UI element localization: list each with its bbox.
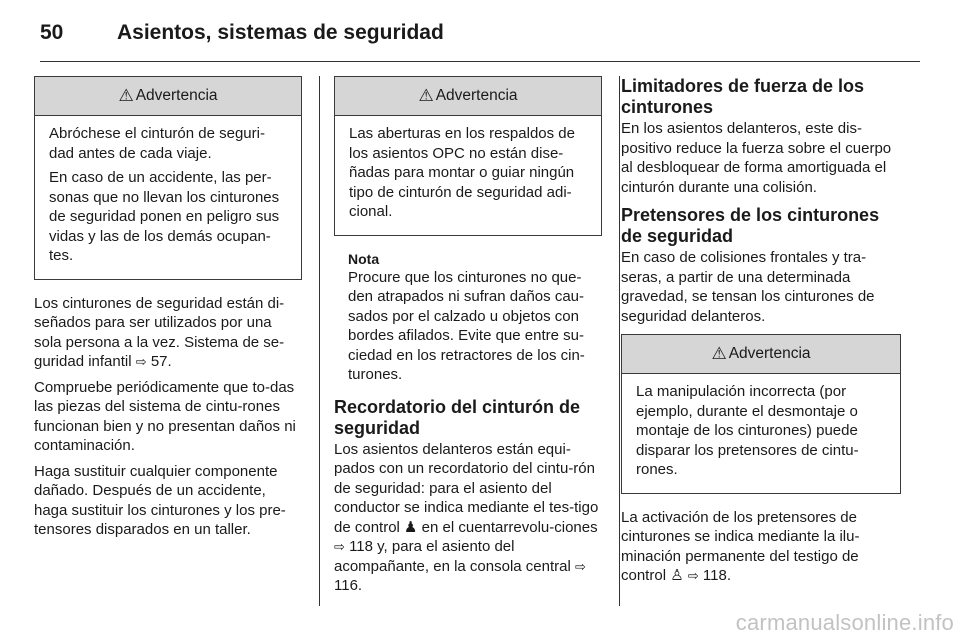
page-ref-arrow-icon: ⇨ [687,568,699,583]
body-paragraph: La activación de los pretensores de cinturones se indica mediante la ilu-minación permanente del testigo de control ♙ ⇨ 118. [621,508,860,584]
body-paragraph: Los cinturones de seguridad están di-señados para ser utilizados por una sola persona a la vez. Sistema de se-guridad infantil ⇨ 57. [34,294,285,370]
section-heading: Pretensores de los cinturones de seguridad [621,205,880,246]
column-divider [319,76,320,606]
page-title: Asientos, sistemas de seguridad [117,21,444,44]
page-header [40,18,920,62]
page-ref-arrow-icon: ⇨ [135,354,147,369]
seatbelt-reminder-icon: ♟ [404,518,418,536]
warning-label: Advertencia [435,87,518,104]
page-number: 50 [40,21,64,44]
section-heading: Limitadores de fuerza de los cinturones [621,76,865,117]
warning-box [621,334,901,494]
warning-text: Abróchese el cinturón de seguri-dad antes de cada viaje. [49,125,265,162]
column-3 [621,76,901,592]
body-paragraph: En los asientos delanteros, este dis-positivo reduce la fuerza sobre el cuerpo al desbloquear de forma amortiguada el cinturón durante una colisión. [621,120,892,196]
warning-triangle-icon: ⚠ [711,344,727,363]
page-ref: 57. [150,353,172,370]
column-divider [619,76,620,606]
column-2 [334,76,602,604]
pretensioner-icon: ♙ [670,567,684,584]
warning-triangle-icon: ⚠ [118,86,134,105]
warning-header [35,77,301,116]
warning-text: Las aberturas en los respaldos de los asientos OPC no están dise-ñadas para montar o guiar ningún tipo de cinturón de seguridad adi-cional. [349,125,575,220]
body-paragraph: En caso de colisiones frontales y tra-seras, a partir de una determinada gravedad, se tensan los cinturones de seguridad delanteros. [621,249,875,325]
watermark: carmanualsonline.info [735,610,954,635]
note-text: Procure que los cinturones no que-den atrapados ni sufran daños cau-sados por el calzado u objetos con bordes afilados. Evite que entre su-ciedad en los retractores de los cin-turones. [348,268,585,383]
page-ref-arrow-icon: ⇨ [575,558,586,574]
body-paragraph: Compruebe periódicamente que to-das las piezas del sistema de cintu-rones funcionan bien y no presentan daños ni contaminación. [34,378,296,454]
warning-text: En caso de un accidente, las per-sonas que no llevan los cinturones de seguridad ponen en peligro sus vidas y las de los demás ocupan-tes. [49,169,280,264]
warning-header [335,77,601,116]
warning-box [34,76,302,280]
column-1 [34,76,302,546]
warning-box [334,76,602,236]
warning-header [622,335,900,374]
warning-label: Advertencia [135,87,218,104]
warning-label: Advertencia [728,345,811,362]
section-heading: Recordatorio del cinturón de seguridad [334,396,581,438]
warning-text: La manipulación incorrecta (por ejemplo, durante el desmontaje o montaje de los cinturones) puede disparar los pretensores de cintu-rones. [636,383,859,478]
body-paragraph: Los asientos delanteros están equi-pados con un recordatorio del cintu-rón de seguridad: para el asiento del conductor se indica mediante el tes-tigo de control ♟ en el cuentarrevolu-ciones ⇨ 118 y, para el asiento del acompañante, en la consola central ⇨ 116. [334,440,599,594]
warning-triangle-icon: ⚠ [418,86,434,105]
header-rule [40,61,920,62]
note-title: Nota [348,250,380,267]
body-paragraph: Haga sustituir cualquier componente dañado. Después de un accidente, haga sustituir los cinturones y los pre-tensores disparados en un taller. [34,462,286,538]
page-ref-arrow-icon: ⇨ [334,539,345,554]
note-box [334,250,602,385]
